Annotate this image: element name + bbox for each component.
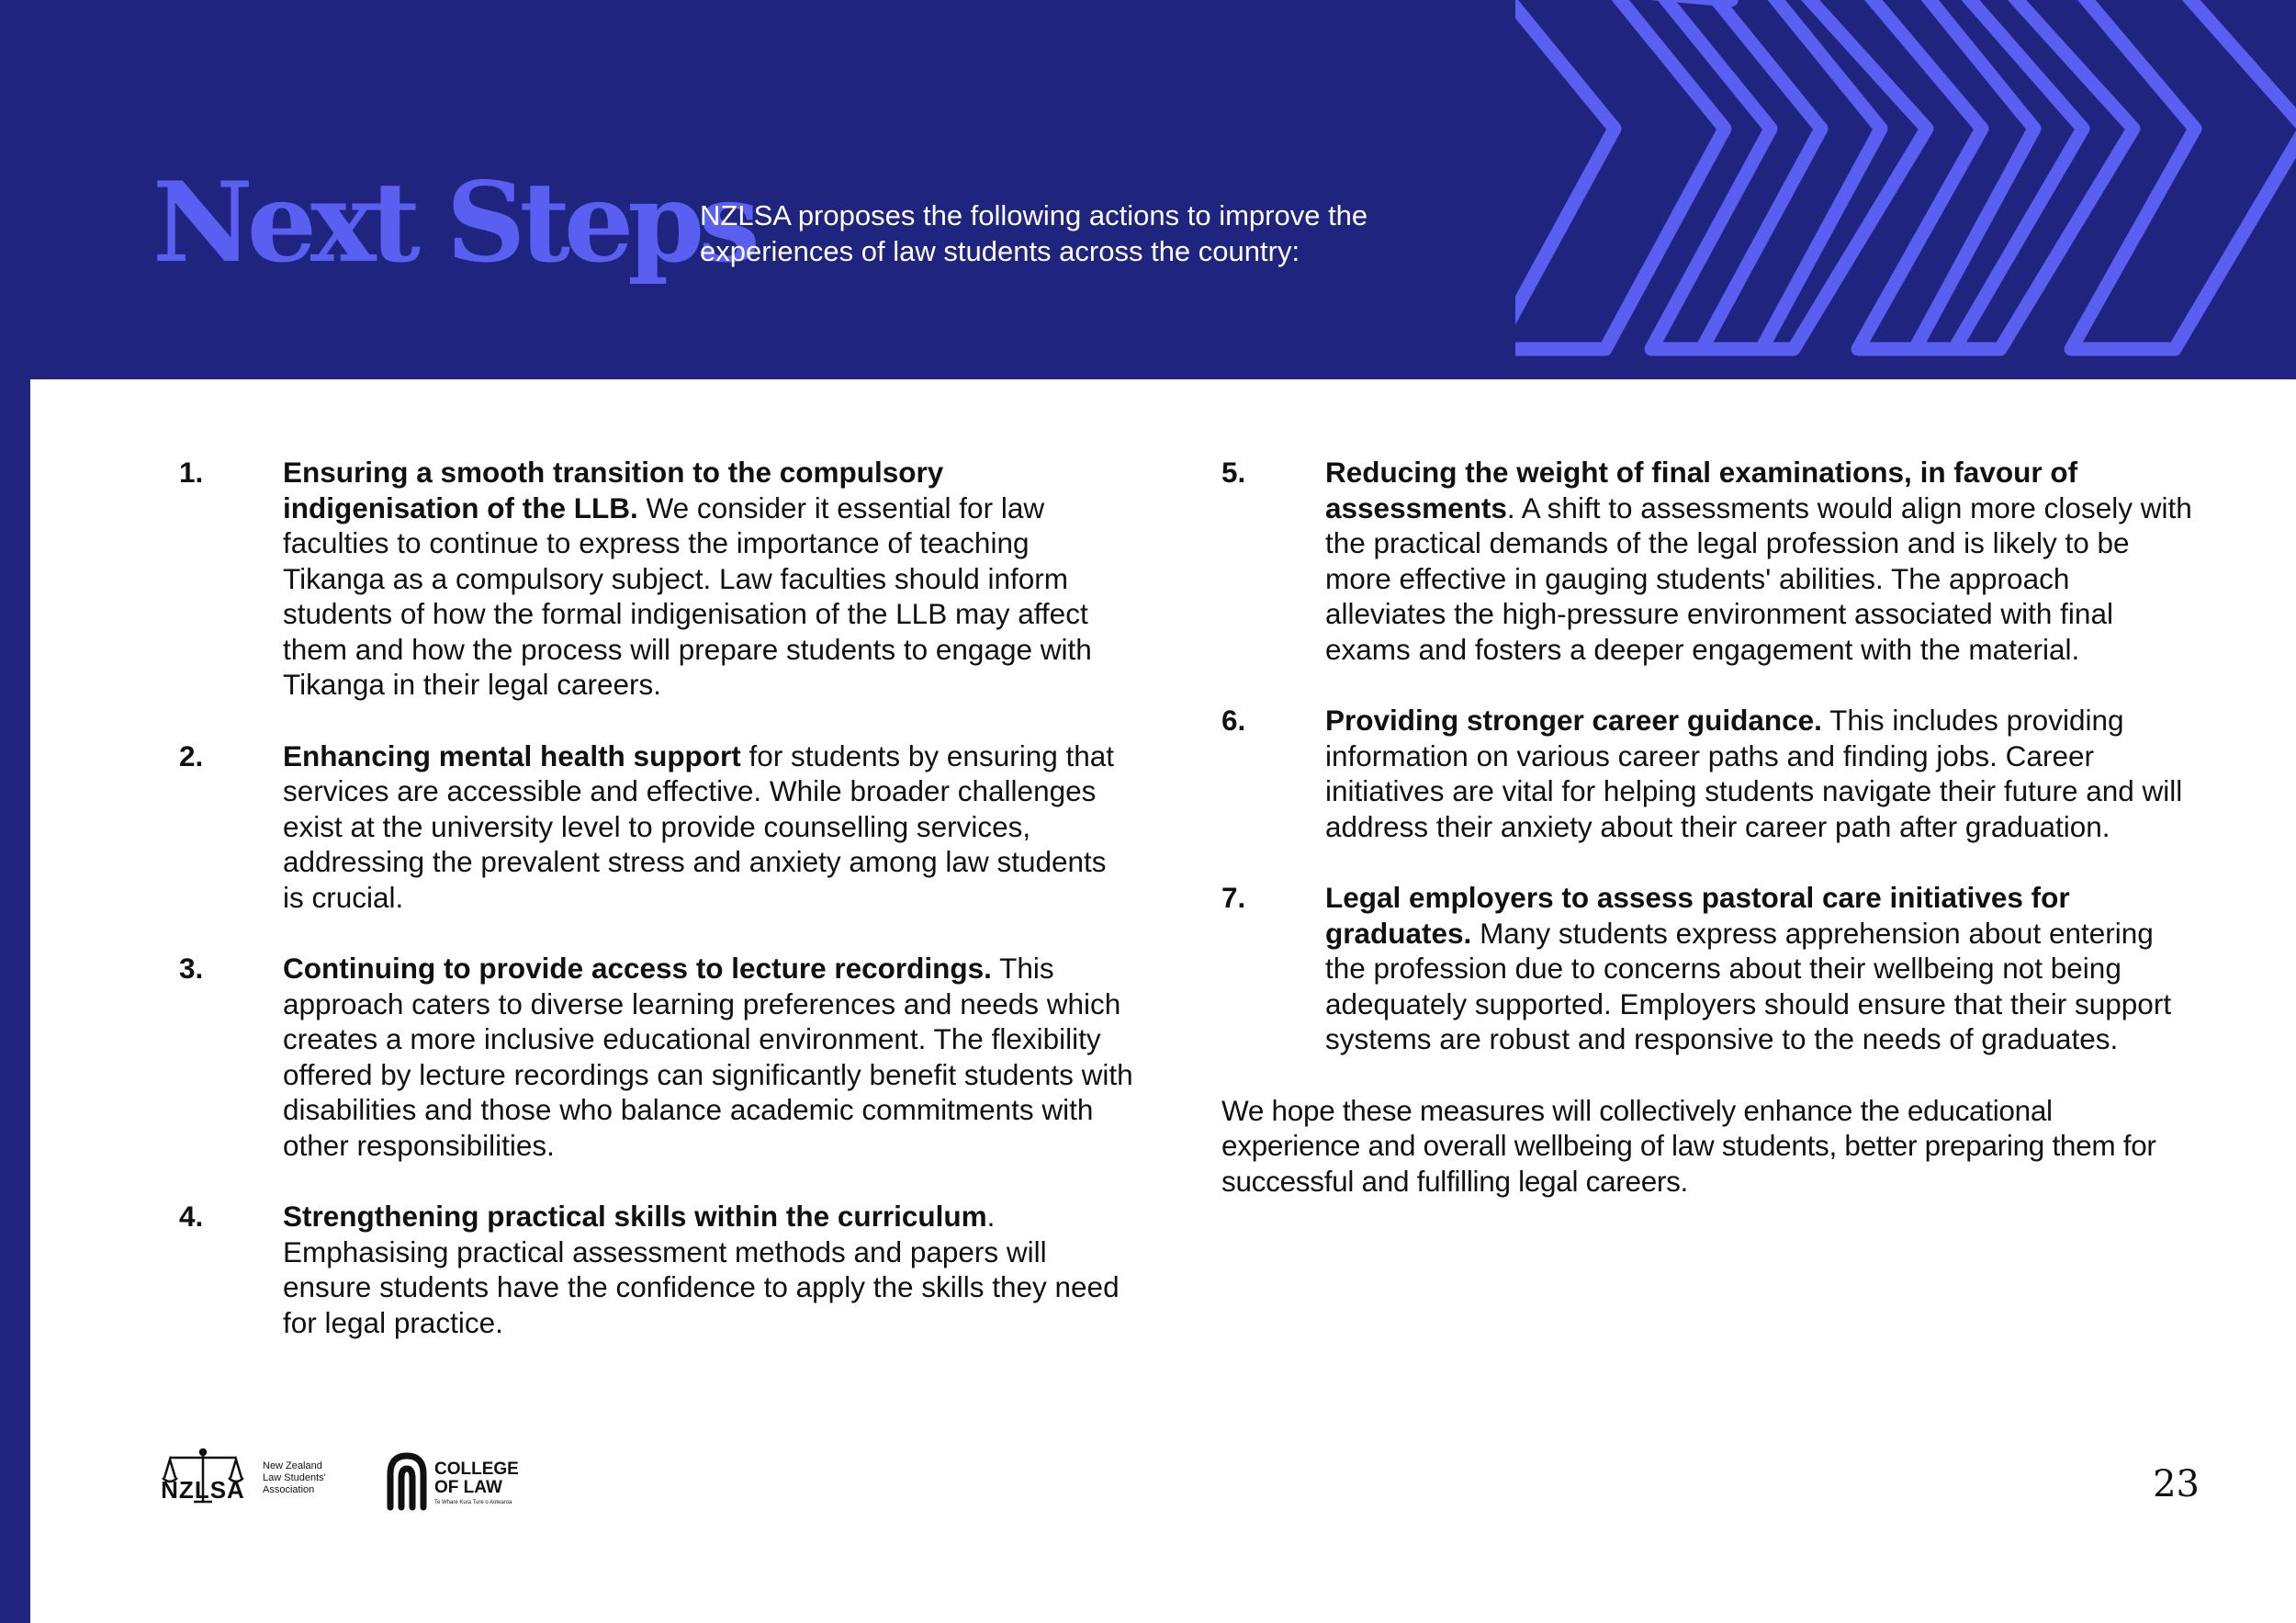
college-line1: COLLEGE (434, 1460, 519, 1479)
college-of-law-icon (390, 1456, 423, 1507)
step-number: 1. (179, 456, 204, 489)
step-body: . A shift to assessments would align more closely with the practical demands of the legal profession and is likely to be more effective in gauging students' abilities. The approach alleviates the high-pressure environment associated with final exams and fosters a deeper engagement with the material. (1325, 490, 2192, 666)
step-title: Strengthening practical skills within the curriculum (283, 1200, 987, 1233)
step-body: Many students express apprehension about entering the profession due to concerns about their wellbeing not being adequately supported. Employers should ensure that their support systems are robust and responsive to the needs of graduates. (1325, 916, 2172, 1055)
step-title: Legal employers to assess pastoral care initiatives for graduates. (1325, 881, 2070, 950)
step-body: for students by ensuring that services are accessible and effective. While broader challenges exist at the university level to provide counselling services, addressing the prevalent stress and anxiety among law students is crucial. (283, 738, 1115, 914)
content-panel (30, 379, 2296, 1623)
step-title: Providing stronger career guidance. (1325, 704, 1822, 737)
nzlsa-name-line1: New Zealand (263, 1460, 322, 1471)
step-number: 2. (179, 738, 204, 772)
step-item (1221, 880, 2195, 1057)
step-item (179, 455, 1134, 703)
step-title: Enhancing mental health support (283, 738, 741, 772)
chevron-path-1 (1515, 0, 1725, 349)
page-title: Next Steps (152, 158, 754, 287)
college-line2: OF LAW (434, 1478, 502, 1497)
step-item (179, 1199, 1134, 1340)
step-body: This includes providing information on various career paths and finding jobs. Career initiatives are vital for helping students navigate their future and will address their anxiety about their career path after graduation. (1325, 704, 2183, 843)
step-number: 4. (179, 1200, 204, 1233)
step-body: This approach caters to diverse learning preferences and needs which creates a more inclusive educational environment. The flexibility offered by lecture recordings can significantly benefit students with disabilities and those who balance academic commitments with other responsibilities. (283, 952, 1133, 1162)
closing-paragraph: We hope these measures will collectively enhance the educational experience and overall wellbeing of law students, better preparing them for successful and fulfilling legal careers. (1221, 1093, 2156, 1198)
step-body: We consider it essential for law faculties to continue to express the importance of teaching Tikanga as a compulsory subject. Law faculties should inform students of how the formal indigenisation of the LLB may affect them and how the process will prepare students to engage with Tikanga in their legal careers. (283, 490, 1092, 701)
steps-column-right (1221, 455, 2195, 1199)
step-body: . Emphasising practical assessment methods and papers will ensure students have the confidence to apply the skills they need for legal practice. (283, 1200, 1120, 1339)
intro-text: NZLSA proposes the following actions to improve the experiences of law students across the country: (700, 199, 1368, 267)
step-number: 5. (1221, 456, 1246, 489)
nzlsa-name-line3: Association (263, 1484, 315, 1495)
college-tagline: Te Whare Kura Ture o Aotearoa (434, 1500, 512, 1505)
page-number: 23 (2153, 1463, 2200, 1505)
step-number: 7. (1221, 881, 1246, 914)
step-item (179, 738, 1134, 916)
nzlsa-name-line2: Law Students' (263, 1472, 326, 1483)
step-number: 6. (1221, 704, 1246, 737)
step-item (179, 951, 1134, 1163)
step-title: Reducing the weight of final examinations, in favour of assessments (1325, 456, 2078, 524)
step-item (1221, 455, 2195, 667)
nzlsa-logo-text: NZLSA (161, 1476, 245, 1504)
steps-column-left (179, 455, 1134, 1376)
step-title: Ensuring a smooth transition to the compulsory indigenisation of the LLB. (283, 456, 944, 524)
header-band (0, 0, 2296, 379)
step-item (1221, 703, 2195, 844)
step-title: Continuing to provide access to lecture recordings. (283, 952, 992, 985)
step-number: 3. (179, 952, 204, 985)
chevron-arrows-icon (1515, 0, 2296, 379)
footer-logos (157, 1447, 561, 1511)
